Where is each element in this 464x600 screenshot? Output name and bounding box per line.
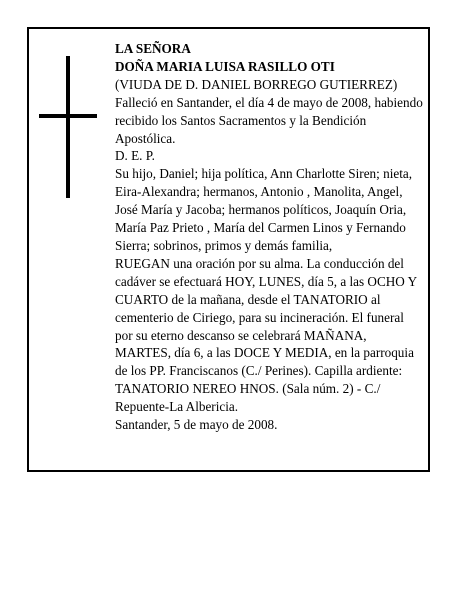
cross-horizontal-bar	[39, 114, 97, 118]
family-list: Su hijo, Daniel; hija política, Ann Charlotte Siren; nieta, Eira-Alexandra; hermanos, Antonio , Manolita, Angel, José María y Jacoba; hermanos políticos, Joaquín Oria, María Paz Prieto , María del Carmen Linos y Fernando Sierra; sobrinos, primos y demás familia,	[115, 166, 413, 253]
funeral-details: RUEGAN una oración por su alma. La conducción del cadáver se efectuará HOY, LUNES, día 5, a las OCHO Y CUARTO de la mañana, desde el TANATORIO al cementerio de Ciriego, para su incineración. El funeral por su eterno descanso se celebrará MAÑANA, MARTES, día 6, a las DOCE Y MEDIA, en la parroquia de los PP. Franciscanos (C./ Perines). Capilla ardiente: TANATORIO NEREO HNOS. (Sala núm. 2) - C./ Repuente-La Albericia.	[115, 255, 417, 415]
notice-heading: LA SEÑORA	[115, 41, 191, 56]
deceased-name: DOÑA MARIA LUISA RASILLO OTI	[115, 58, 335, 74]
notice-signoff: Santander, 5 de mayo de 2008.	[115, 417, 278, 433]
notice-text	[115, 40, 423, 434]
death-announcement: Falleció en Santander, el día 4 de mayo de 2008, habiendo recibido los Santos Sacramentos y la Bendición Apostólica.	[115, 94, 423, 146]
widow-of-line: (VIUDA DE D. DANIEL BORREGO GUTIERREZ)	[115, 76, 398, 92]
cross-icon	[39, 56, 97, 198]
obituary-notice	[27, 27, 430, 472]
dep-line: D. E. P.	[115, 148, 155, 164]
cross-vertical-bar	[66, 56, 70, 198]
